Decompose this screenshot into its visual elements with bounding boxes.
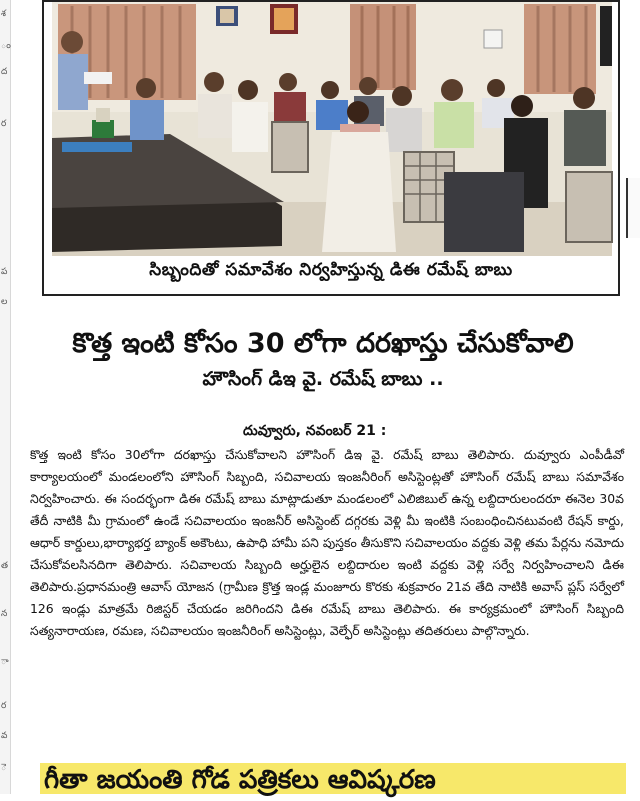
next-article-headline: గీతా జయంతి గోడ పత్రికలు ఆవిష్కరణ (44, 765, 436, 795)
margin-char: ల (1, 297, 8, 307)
adjacent-column-edge (626, 178, 640, 238)
article-dateline: దువ్వూరు, నవంబర్ 21 : (243, 423, 387, 439)
next-article-banner (40, 763, 626, 794)
margin-char: ం (1, 41, 11, 51)
article-subheadline: హౌసింగ్ డిఇ వై. రమేష్ బాబు .. (202, 368, 444, 390)
article-body: కొత్త ఇంటి కోసం 30లోగా దరఖాస్తు చేసుకోవాలని హౌసింగ్ డిఇ వై. రమేష్ బాబు తెలిపారు. దువ్వూరు ఎంపీడీవో కార్యాలయంలో మండలంలోని హౌసింగ్ సిబ్బంది, సచివాలయ ఇంజనీరింగ్ అసిస్టెంట్లతో హౌసింగ్ రమేష్ బాబు సమావేశం నిర్వహించారు. ఈ సందర్భంగా డిఈ రమేష్ బాబు మాట్లాడుతూ మండలంలో ఎలిజిబుల్ ఉన్న లబ్దిదారులందరూ ఈనెల 30వ తేదీ నాటికి మీ గ్రామంలో ఉండే సచివాలయం ఇంజనీర్ అసిస్టెంట్ దగ్గరకు వెళ్లి మీ ఇంటికి సంబంధించినటువంటి రేషన్ కార్డు, ఆధార్ కార్డులు,భార్యాభర్త బ్యాంక్ అకౌంటు, ఉపాధి హామీ పని పుస్తకం తీసుకొని సచివాలయం వద్దకు వెళ్లి తమ పేర్లను నమోదు చేసుకోవలసినదిగా తెలిపారు. సచివాలయ సిబ్బంది అర్హులైన లబ్దిదారుల ఇంటి వద్దకు వెళ్లి సర్వే నిర్వహించాలని డిఈ తెలిపారు.ప్రధానమంత్రి ఆవాస్ యోజన (గ్రామీణ క్రొత్త ఇండ్ల మంజూరు కొరకు శుక్రవారం 21వ తేది నాటికి అవాస్ ప్లస్ సర్వేలో 126 ఇండ్లు మాత్రమే రిజిస్టర్ చేయడం జరిగిందని డిఈ రమేష్ బాబు తెలిపారు. ఈ కార్యక్రమంలో హౌసింగ్ సిబ్బంది సత్యనారాయణ, రమణ, సచివాలయం ఇంజనీరింగ్ అసిస్టెంట్లు, వెల్ఫేర్ అసిస్టెంట్లు తదితరులు పాల్గొన్నారు. (30, 447, 624, 638)
left-margin-column (0, 0, 11, 794)
photo-caption: సిబ్బందితో సమావేశం నిర్వహిస్తున్న డిఈ రమేష్ బాబు (149, 260, 513, 280)
margin-char: త (1, 561, 9, 571)
article-headline: కొత్త ఇంటి కోసం 30 లోగా దరఖాస్తు చేసుకోవాలి (72, 328, 574, 359)
margin-char: శ (1, 9, 6, 19)
margin-char: ె (1, 763, 7, 773)
margin-char: ా (1, 657, 9, 667)
margin-char: వ (1, 731, 8, 741)
meeting-photo (52, 2, 612, 256)
margin-char: ర (1, 701, 7, 711)
margin-char: న (1, 609, 8, 619)
margin-char: ప (1, 267, 8, 277)
margin-char: ద (1, 67, 8, 77)
margin-char: ర (1, 119, 7, 129)
news-photo-frame (42, 0, 620, 296)
